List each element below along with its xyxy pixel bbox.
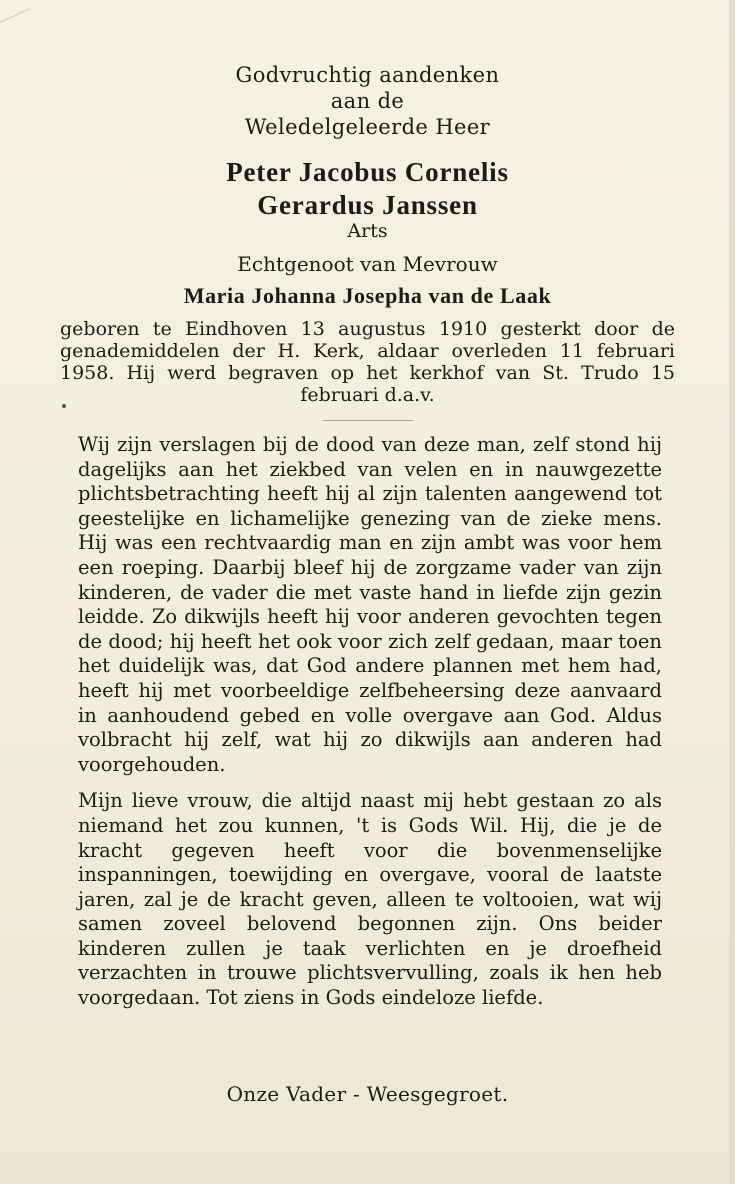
spouse-intro: Echtgenoot van Mevrouw <box>237 252 498 276</box>
birth-death-text: geboren te Eindhoven 13 augustus 1910 gesterkt door de genademiddelen der H. Kerk, aldaar overleden 11 februari 1958. Hij werd begraven op het kerkhof van St. Trudo 15 februari d.a.v. <box>60 318 675 406</box>
farewell-paragraph: Mijn lieve vrouw, die altijd naast mij hebt gestaan zo als niemand het zou kunnen, 't is Gods Wil. Hij, die je de kracht gegeven heeft voor die bovenmenselijke inspanningen, toewijding en overgave, vooral de laatste jaren, zal je de kracht geven, alleen te voltooien, wat wij samen zoveel belovend begonnen zijn. Ons beider kinderen zullen je taak verlichten en je droefheid verzachten in trouwe plichtsvervulling, zoals ik hen heb voorgedaan. Tot ziens in Gods eindeloze liefde. <box>78 789 662 1010</box>
folded-corner <box>0 0 30 23</box>
profession: Arts <box>347 220 388 242</box>
paper-speck <box>62 404 66 408</box>
card-header <box>60 62 675 421</box>
eulogy-paragraph: Wij zijn verslagen bij de dood van deze man, zelf stond hij dagelijks aan het ziekbed van velen en in nauwgezette plichtsbetrachting heeft hij al zijn talenten aangewend tot geestelijke en lichamelijke genezing van de zieke mens. Hij was een rechtvaardig man en zijn ambt was voor hem een roeping. Daarbij bleef hij de zorgzame vader van zijn kinderen, de vader die met vaste hand in liefde zijn gezin leidde. Zo dikwijls heeft hij voor anderen gevochten tegen de dood; hij heeft het ook voor zich zelf gedaan, maar toen het duidelijk was, dat God andere plannen met hem had, heeft hij met voorbeeldige zelfbeheersing deze aanvaard in aanhoudend gebed en volle overgave aan God. Aldus volbracht hij zelf, wat hij zo dikwijls aan anderen had voorgehouden. <box>78 433 662 776</box>
dedication-line: aan de <box>330 89 405 113</box>
closing-prayer: Onze Vader - Weesgegroet. <box>226 1082 509 1106</box>
divider-line <box>323 420 413 421</box>
deceased-name: Peter Jacobus Cornelis <box>226 157 509 187</box>
spouse-name: Maria Johanna Josepha van de Laak <box>183 283 552 308</box>
honorific-line: Weledelgeleerde Heer <box>244 115 491 139</box>
deceased-surname: Gerardus Janssen <box>257 190 478 220</box>
dedication-line: Godvruchtig aandenken <box>235 63 500 87</box>
card-body <box>78 433 662 1011</box>
